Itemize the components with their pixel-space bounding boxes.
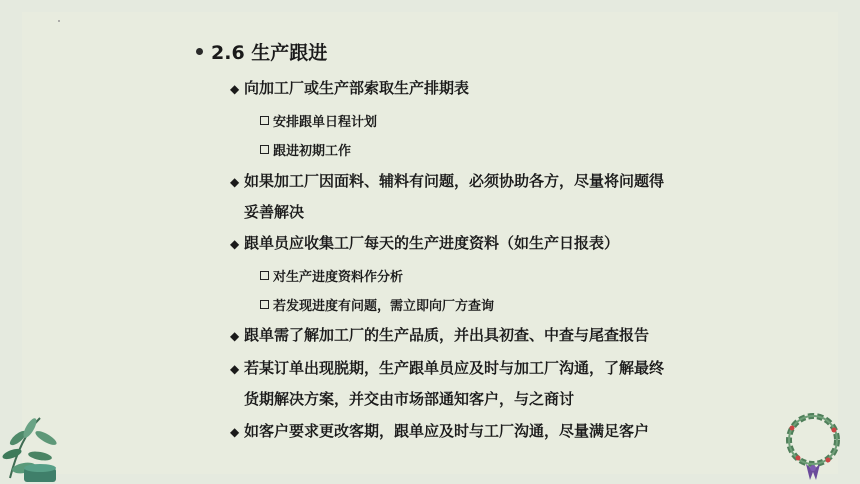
diamond-icon: ◆: [230, 82, 240, 96]
bullet-item-2: ◆ 如果加工厂因面料、辅料有问题，必须协助各方，尽量将问题得 妥善解决: [230, 166, 664, 227]
bullet-item-5: ◆ 若某订单出现脱期，生产跟单员应及时与加工厂沟通，了解最终 货期解决方案，并交由市场部通知客户，与之商讨: [230, 353, 664, 414]
diamond-icon: ◆: [230, 175, 240, 189]
plant-decoration-icon: [0, 398, 80, 484]
bullet-item-1: ◆ 向加工厂或生产部索取生产排期表: [230, 73, 469, 104]
hollow-square-icon: [260, 116, 269, 125]
diamond-icon: ◆: [230, 329, 240, 343]
round-dot-icon: [196, 48, 203, 55]
slide-title: 2.6 生产跟进: [196, 38, 327, 65]
bullet-item-3: ◆ 跟单员应收集工厂每天的生产进度资料（如生产日报表）: [230, 228, 619, 259]
sub-item-2: 跟进初期工作: [260, 140, 351, 159]
diamond-icon: ◆: [230, 362, 240, 376]
sub-item-3: 对生产进度资料作分析: [260, 266, 403, 285]
hollow-square-icon: [260, 145, 269, 154]
diamond-icon: ◆: [230, 237, 240, 251]
wreath-decoration-icon: [778, 400, 848, 484]
bullet-item-6: ◆ 如客户要求更改客期，跟单应及时与工厂沟通，尽量满足客户: [230, 416, 649, 447]
hollow-square-icon: [260, 300, 269, 309]
diamond-icon: ◆: [230, 425, 240, 439]
hollow-square-icon: [260, 271, 269, 280]
bullet-item-4: ◆ 跟单需了解加工厂的生产品质，并出具初查、中查与尾查报告: [230, 320, 649, 351]
sub-item-1: 安排跟单日程计划: [260, 111, 377, 130]
sub-item-4: 若发现进度有问题，需立即向厂方查询: [260, 295, 494, 314]
